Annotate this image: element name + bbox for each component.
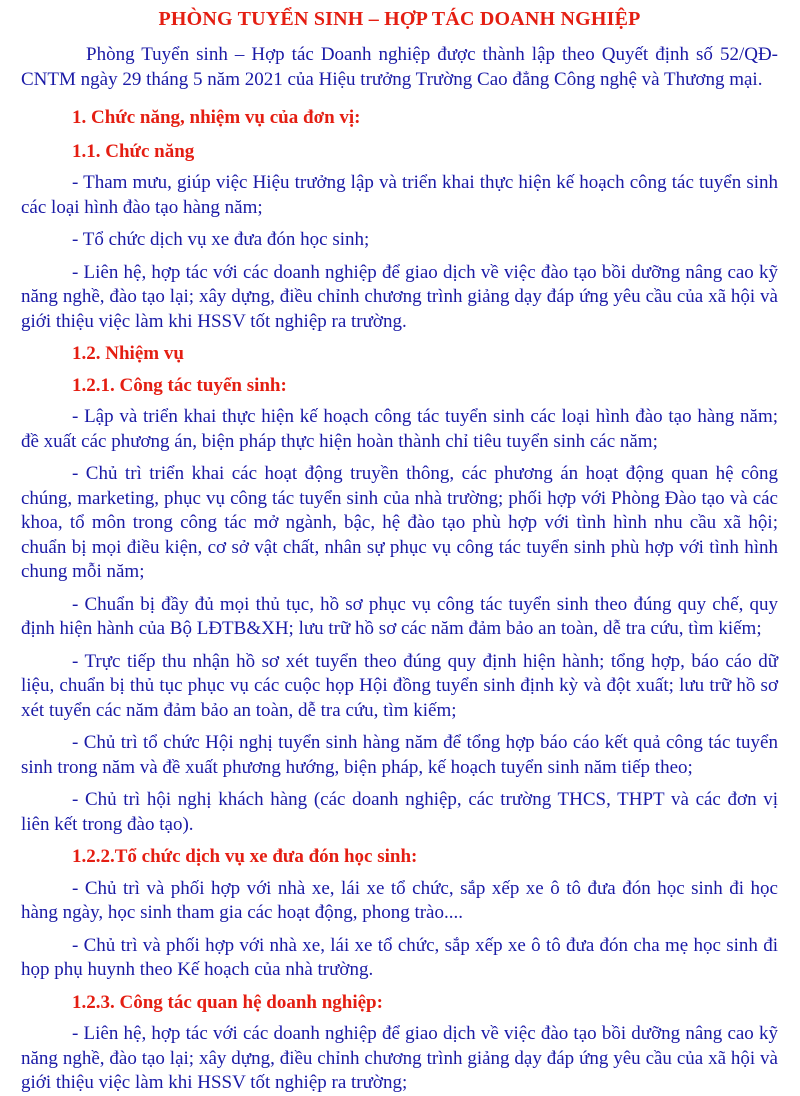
subsection-heading-duties: 1.2. Nhiệm vụ <box>72 343 184 364</box>
admissions-duty-item: - Chủ trì triển khai các hoạt động truyền thông, các phương án hoạt động quan hệ công chúng, marketing, phục vụ công tác tuyển sinh của nhà trường; phối hợp với Phòng Đào tạo và các khoa, tổ môn trong công tác mở ngành, bậc, hệ đào tạo phù hợp với tình hình nhu cầu xã hội; chuẩn bị mọi điều kiện, cơ sở vật chất, nhân sự phục vụ công tác tuyển sinh phù hợp với tình hình chung mỗi năm; <box>21 463 778 582</box>
page-title: PHÒNG TUYỂN SINH – HỢP TÁC DOANH NGHIỆP <box>158 8 641 30</box>
admissions-duty-item: - Chủ trì hội nghị khách hàng (các doanh nghiệp, các trường THCS, THPT và các đơn vị liên kết trong đào tạo). <box>21 789 778 835</box>
intro-paragraph: Phòng Tuyển sinh – Hợp tác Doanh nghiệp được thành lập theo Quyết định số 52/QĐ-CNTM ngày 29 tháng 5 năm 2021 của Hiệu trưởng Trường Cao đẳng Công nghệ và Thương mại. <box>21 44 778 90</box>
admissions-duty-item: - Trực tiếp thu nhận hồ sơ xét tuyển theo đúng quy định hiện hành; tổng hợp, báo cáo dữ liệu, chuẩn bị thủ tục phục vụ các cuộc họp Hội đồng tuyển sinh định kỳ và đột xuất; lưu trữ hồ sơ xét tuyển các năm đảm bảo an toàn, dễ tra cứu, tìm kiếm; <box>21 650 778 721</box>
admissions-duty-item: - Lập và triển khai thực hiện kế hoạch công tác tuyển sinh các loại hình đào tạo hàng năm; đề xuất các phương án, biện pháp thực hiện hoàn thành chỉ tiêu tuyển sinh các năm; <box>21 406 778 452</box>
duty-heading-business-relations: 1.2.3. Công tác quan hệ doanh nghiệp: <box>72 991 383 1013</box>
shuttle-duty-item: - Chủ trì và phối hợp với nhà xe, lái xe tổ chức, sắp xếp xe ô tô đưa đón học sinh đi học hàng ngày, học sinh tham gia các hoạt động, phong trào.... <box>21 877 778 923</box>
admissions-duty-item: - Chủ trì tổ chức Hội nghị tuyển sinh hàng năm để tổng hợp báo cáo kết quả công tác tuyển sinh trong năm và đề xuất phương hướng, biện pháp, kế hoạch tuyển sinh năm tiếp theo; <box>21 732 778 778</box>
admissions-duty-item: - Chuẩn bị đầy đủ mọi thủ tục, hồ sơ phục vụ công tác tuyển sinh theo đúng quy chế, quy định hiện hành của Bộ LĐTB&XH; lưu trữ hồ sơ các năm đảm bảo an toàn, dễ tra cứu, tìm kiếm; <box>21 593 778 639</box>
duty-heading-shuttle-service: 1.2.2.Tổ chức dịch vụ xe đưa đón học sinh: <box>72 846 418 867</box>
duty-heading-admissions: 1.2.1. Công tác tuyển sinh: <box>72 374 287 396</box>
function-item: - Tổ chức dịch vụ xe đưa đón học sinh; <box>72 229 370 250</box>
function-item: - Tham mưu, giúp việc Hiệu trưởng lập và triển khai thực hiện kế hoạch công tác tuyển sinh các loại hình đào tạo hàng năm; <box>21 172 778 218</box>
shuttle-duty-item: - Chủ trì và phối hợp với nhà xe, lái xe tổ chức, sắp xếp xe ô tô đưa đón cha mẹ học sinh đi họp phụ huynh theo Kế hoạch của nhà trường. <box>21 934 778 980</box>
function-item: - Liên hệ, hợp tác với các doanh nghiệp để giao dịch về việc đào tạo bồi dưỡng nâng cao kỹ năng nghề, đào tạo lại; xây dựng, điều chỉnh chương trình giảng dạy đáp ứng yêu cầu của xã hội và giới thiệu việc làm khi HSSV tốt nghiệp ra trường. <box>21 261 778 332</box>
section-heading-functions-duties: 1. Chức năng, nhiệm vụ của đơn vị: <box>72 107 361 128</box>
subsection-heading-functions: 1.1. Chức năng <box>72 140 195 162</box>
business-duty-item: - Liên hệ, hợp tác với các doanh nghiệp để giao dịch về việc đào tạo bồi dưỡng nâng cao kỹ năng nghề, đào tạo lại; xây dựng, điều chỉnh chương trình giảng dạy đáp ứng yêu cầu của xã hội và giới thiệu việc làm khi HSSV tốt nghiệp ra trường; <box>21 1023 778 1093</box>
